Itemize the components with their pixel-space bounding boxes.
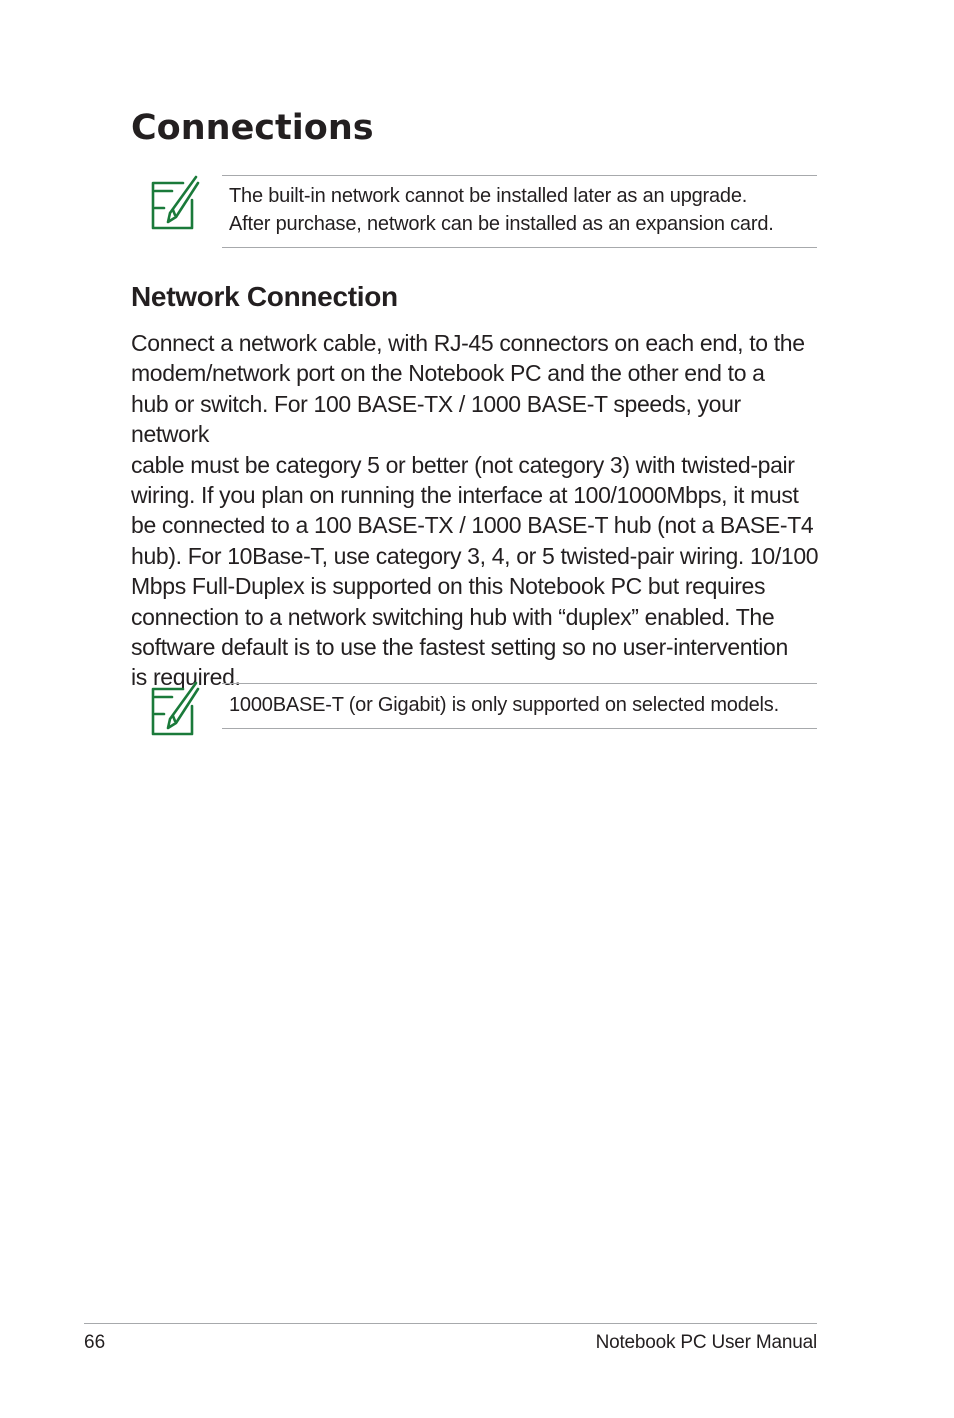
note-text: The built-in network cannot be installed later as an upgrade. After purchase, network can be installed as an expansion card. [229, 185, 774, 235]
page-title: Connections [131, 108, 374, 148]
note-text: 1000BASE-T (or Gigabit) is only supported on selected models. [229, 694, 779, 716]
note-pencil-icon [150, 175, 200, 231]
manual-title: Notebook PC User Manual [595, 1332, 817, 1353]
note-box [222, 683, 817, 729]
note-pencil-icon [150, 681, 200, 737]
footer-divider [84, 1323, 817, 1324]
section-heading: Network Connection [131, 281, 398, 312]
body-paragraph: Connect a network cable, with RJ-45 connectors on each end, to the modem/network port on the Notebook PC and the other end to a hub or switch. For 100 BASE-TX / 1000 BASE-T speeds, your network cable must be category 5 or better (not category 3) with twisted-pair wiring. If you plan on running the interface at 100/1000Mbps, it must be connected to a 100 BASE-TX / 1000 BASE-T hub (not a BASE-T4 hub). For 10Base-T, use category 3, 4, or 5 twisted-pair wiring. 10/100 Mbps Full-Duplex is supported on this Notebook PC but requires connection to a network switching hub with “duplex” enabled. The software default is to use the fastest setting so no user-intervention is required. [131, 330, 819, 691]
note-box [222, 175, 817, 248]
page-number: 66 [84, 1332, 106, 1353]
